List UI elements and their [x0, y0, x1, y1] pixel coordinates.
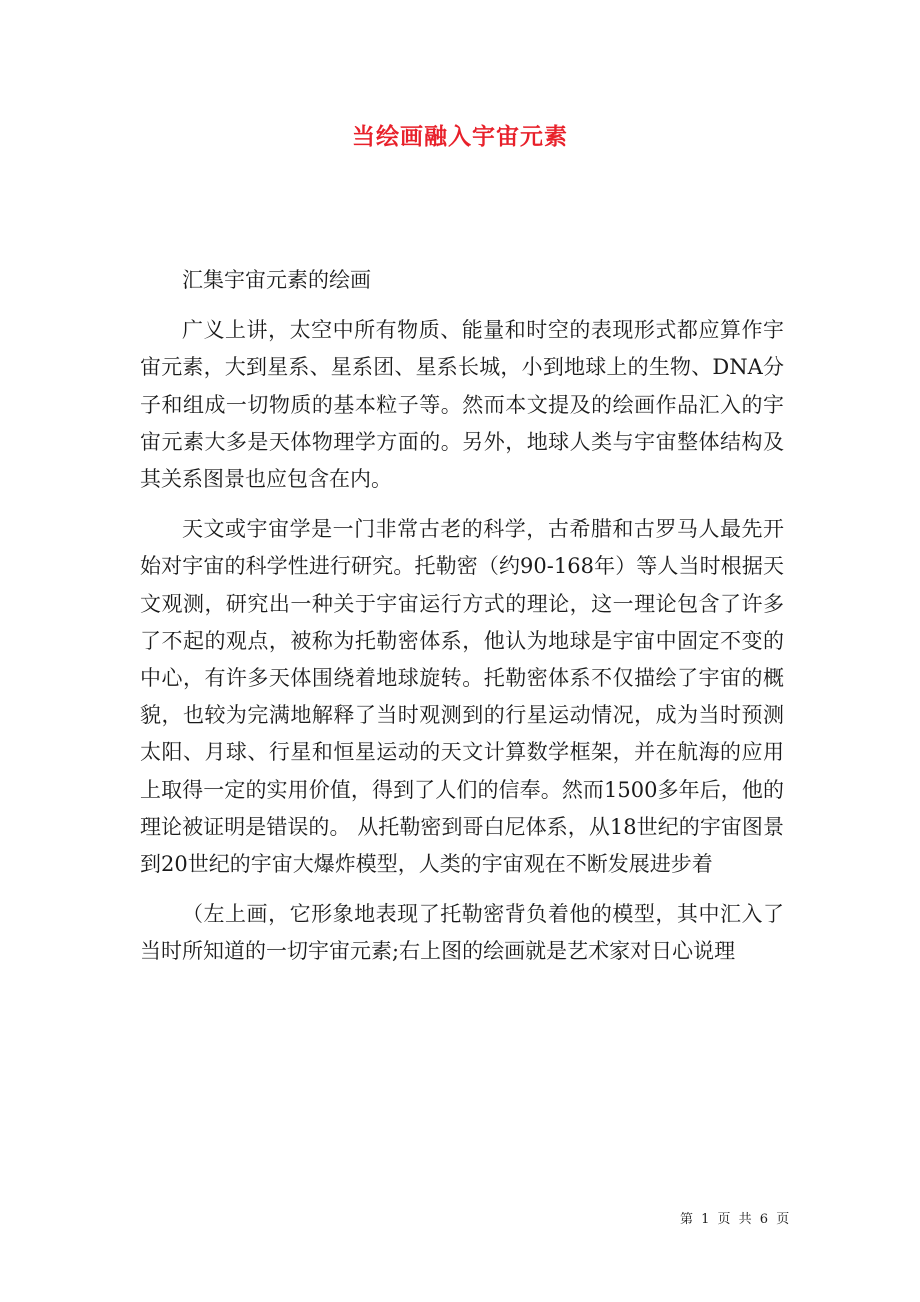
paragraph-3: （左上画，它形象地表现了托勒密背负着他的模型，其中汇入了当时所知道的一切宇宙元素;右上图的绘画就是艺术家对日心说理 — [140, 902, 784, 964]
paragraph-2: 天文或宇宙学是一门非常古老的科学，古希腊和古罗马人最先开始对宇宙的科学性进行研究。托勒密（约90-168年）等人当时根据天文观测，研究出一种关于宇宙运行方式的理论，这一理论包含了许多了不起的观点，被称为托勒密体系，他认为地球是宇宙中固定不变的中心，有许多天体围绕着地球旋转。托勒密体系不仅描绘了宇宙的概貌，也较为完满地解释了当时观测到的行星运动情况，成为当时预测太阳、月球、行星和恒星运动的天文计算数学框架，并在航海的应用上取得一定的实用价值，得到了人们的信奉。然而1500多年后，他的理论被证明是错误的。 从托勒密到哥白尼体系，从18世纪的宇宙图景到20世纪的宇宙大爆炸模型，人类的宇宙观在不断发展进步着 — [140, 517, 784, 877]
section-heading: 汇集宇宙元素的绘画 — [182, 268, 371, 292]
page-number: 第 1 页 共 6 页 — [680, 1212, 790, 1227]
document-body — [140, 262, 784, 971]
document-title: 当绘画融入宇宙元素 — [352, 123, 568, 150]
paragraph-1: 广义上讲，太空中所有物质、能量和时空的表现形式都应算作宇宙元素，大到星系、星系团、星系长城，小到地球上的生物、DNA分子和组成一切物质的基本粒子等。然而本文提及的绘画作品汇入的宇宙元素大多是天体物理学方面的。另外，地球人类与宇宙整体结构及其关系图景也应包含在内。 — [140, 318, 784, 492]
